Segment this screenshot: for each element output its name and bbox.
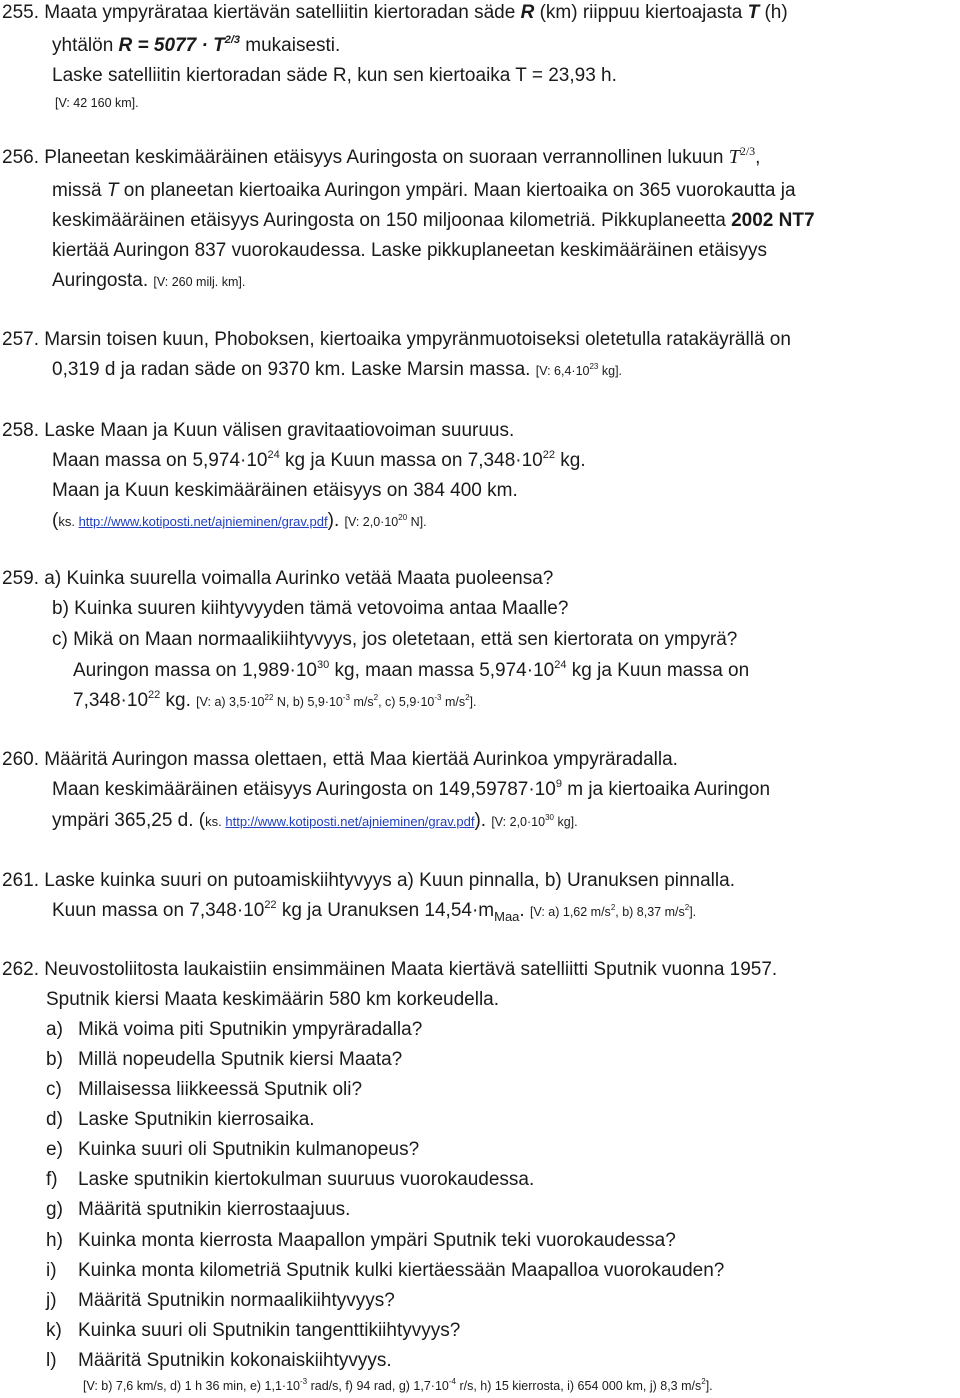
list-item (46, 1289, 395, 1313)
text: kg ja Kuun massa on (566, 660, 750, 681)
exercise-number: 258. (2, 420, 39, 441)
text: , c) 5,9·10 (378, 695, 435, 709)
text: kg, maan massa 5,974·10 (329, 660, 555, 681)
text: . (519, 900, 530, 921)
list-item (46, 1168, 534, 1192)
exercise-261-line-1 (2, 869, 735, 893)
exercise-262-line-1 (2, 958, 777, 982)
exponent: -3 (300, 1376, 308, 1386)
item-text: Millaisessa liikkeessä Sputnik oli? (78, 1079, 363, 1100)
item-label: a) (46, 1019, 63, 1040)
text: Kuun massa on 7,348·10 (52, 900, 265, 921)
text: ( (52, 510, 59, 531)
text: N, b) 5,9·10 (273, 695, 343, 709)
exercise-number: 260. (2, 749, 39, 770)
exercise-259-answer (196, 692, 477, 709)
exercise-256-line-1 (2, 145, 760, 170)
exercise-257-line-1 (2, 328, 791, 352)
item-label: j) (46, 1290, 57, 1311)
item-text: Laske sputnikin kiertokulman suuruus vuorokaudessa. (78, 1169, 535, 1190)
text: on planeetan kiertoaika Auringon ympäri. (118, 180, 469, 201)
text: , b) 8,37 m/s (615, 905, 685, 919)
text: [V: a) 1,62 m/s (529, 905, 611, 919)
text: (km) riippuu kiertoajasta (534, 2, 748, 23)
text: Marsin toisen kuun, Phoboksen, kiertoaika ympyränmuotoiseksi oletetulla ratakäyrällä on (44, 329, 791, 350)
text: [V: b) 7,6 km/s, d) 1 h 36 min, e) 1,1·10 (83, 1379, 300, 1393)
exercise-258-line-3: Maan ja Kuun keskimääräinen etäisyys on 384 400 km. (52, 480, 518, 501)
list-item (46, 1018, 422, 1042)
text: kg. (160, 690, 197, 711)
text: ). (327, 510, 345, 531)
item-label: d) (46, 1109, 63, 1130)
text: rad/s, f) 94 rad, g) 1,7·10 (307, 1379, 449, 1393)
exponent: 30 (545, 812, 554, 822)
item-label: k) (46, 1320, 62, 1341)
item-text: Kuinka monta kierrosta Maapallon ympäri Sputnik teki vuorokaudessa? (78, 1230, 676, 1251)
text: a) Kuinka suurella voimalla Aurinko vetää Maata puoleensa? (44, 568, 554, 589)
text: kg. (554, 450, 586, 471)
text: ympäri 365,25 d. ( (52, 810, 206, 831)
exercise-258-line-4 (52, 509, 427, 534)
text: Neuvostoliitosta laukaistiin ensimmäinen Maata kiertävä satelliitti Sputnik vuonna 1957. (44, 959, 778, 980)
text: Maan kiertoaika on 365 vuorokautta ja (468, 180, 796, 201)
text: Planeetan keskimääräinen etäisyys Auringosta on suoraan verrannollinen lukuun (44, 147, 729, 168)
exponent: 23 (589, 361, 599, 371)
exercise-256-line-5 (52, 269, 245, 294)
exercise-259-line-data-2 (73, 689, 477, 714)
item-text: Kuinka suuri oli Sputnikin kulmanopeus? (78, 1139, 420, 1160)
exercise-260-line-1 (2, 748, 678, 772)
exercise-259-line-b: b) Kuinka suuren kiihtyvyyden tämä vetovoima antaa Maalle? (52, 598, 569, 619)
text: keskimääräinen etäisyys Auringosta on 150 miljoonaa kilometriä. Pikkuplaneetta (52, 210, 732, 231)
exponent: 9 (555, 777, 562, 790)
symbol-T: T (106, 180, 119, 201)
text: Laske Maan ja Kuun välisen gravitaatiovoiman suuruus. (44, 420, 515, 441)
list-item (46, 1259, 724, 1283)
text: kg]. (553, 815, 578, 829)
exercise-255-line-3: Laske satelliitin kiertoradan säde R, kun sen kiertoaika T = 23,93 h. (52, 65, 617, 86)
exponent: -4 (448, 1376, 456, 1386)
exponent: 2 (701, 1376, 706, 1386)
exercise-number: 259. (2, 568, 39, 589)
item-text: Laske Sputnikin kierrosaika. (78, 1109, 315, 1130)
text: [V: 2,0·10 (344, 515, 399, 529)
exponent: 2 (684, 902, 690, 912)
exponent: 22 (264, 898, 277, 911)
exercise-260-answer (491, 812, 578, 829)
exponent: 2 (610, 902, 616, 912)
exponent: 2/3 (739, 143, 756, 158)
text: m/s (350, 695, 374, 709)
text: , (755, 147, 761, 168)
exercise-number: 262. (2, 959, 39, 980)
list-item (46, 1198, 350, 1222)
text: (h) (759, 2, 788, 23)
item-text: Kuinka suuri oli Sputnikin tangenttikiihtyvyys? (78, 1320, 461, 1341)
exercise-256-line-3 (52, 209, 815, 233)
text: Laske kuinka suuri on putoamiskiihtyvyys a) Kuun pinnalla, b) Uranuksen pinnalla. (44, 870, 735, 891)
exercise-255-line-1 (2, 1, 788, 25)
exercise-255-line-2 (52, 34, 340, 58)
item-text: Kuinka monta kilometriä Sputnik kulki kiertäessään Maapalloa vuorokauden? (78, 1260, 725, 1281)
exponent: 24 (554, 658, 567, 671)
exponent: 30 (317, 658, 330, 671)
exponent: 20 (398, 512, 408, 522)
text: m/s (441, 695, 466, 709)
exercise-260-line-3 (52, 809, 578, 834)
item-label: c) (46, 1079, 62, 1100)
exponent: -3 (434, 692, 442, 702)
exponent: 22 (264, 692, 274, 702)
text: ]. (469, 695, 477, 709)
text: [V: 6,4·10 (535, 364, 590, 378)
exercise-number: 261. (2, 870, 39, 891)
symbol-T: T (747, 2, 760, 23)
text: Maata ympyrärataa kiertävän satelliitin kiertoradan säde (44, 2, 521, 23)
exponent: -3 (342, 692, 351, 702)
exponent: 2 (373, 692, 379, 702)
exponent: 22 (148, 688, 161, 701)
list-item (46, 1319, 460, 1343)
text: 7,348·10 (73, 690, 149, 711)
text: Määritä Auringon massa olettaen, että Maa kiertää Aurinkoa ympyräradalla. (44, 749, 678, 770)
exponent: 24 (267, 448, 280, 461)
exercise-257-answer (535, 361, 623, 378)
item-label: f) (46, 1169, 58, 1190)
formula-exponent: 2/3 (224, 33, 240, 46)
exercise-256-line-2 (52, 179, 796, 203)
text: mukaisesti. (240, 35, 341, 56)
exercise-261-line-2 (52, 899, 696, 929)
list-item (46, 1108, 315, 1132)
text: Maan keskimääräinen etäisyys Auringosta on 149,59787·10 (52, 779, 556, 800)
text: kg ja Uranuksen 14,54·m (276, 900, 495, 921)
text: Auringon massa on 1,989·10 (73, 660, 317, 681)
symbol-T: T (728, 146, 740, 168)
item-label: e) (46, 1139, 63, 1160)
text: [V: a) 3,5·10 (196, 695, 265, 709)
see-label: ks. (58, 514, 79, 529)
asteroid-name: 2002 NT7 (731, 210, 815, 231)
text: Auringosta. (52, 270, 154, 291)
item-label: l) (46, 1350, 57, 1371)
exercise-number: 256. (2, 147, 39, 168)
item-text: Mikä voima piti Sputnikin ympyräradalla? (78, 1019, 423, 1040)
exercise-262-line-2: Sputnik kiersi Maata keskimäärin 580 km korkeudella. (46, 989, 500, 1010)
exercise-256-answer: [V: 260 milj. km]. (153, 275, 246, 289)
exercise-255-answer: [V: 42 160 km]. (55, 96, 139, 110)
item-label: h) (46, 1230, 63, 1251)
list-item (46, 1349, 392, 1373)
grav-pdf-link[interactable]: http://www.kotiposti.net/ajnieminen/grav.pdf (225, 814, 475, 829)
exercise-261-answer (529, 902, 697, 919)
list-item (46, 1078, 362, 1102)
symbol-R: R (520, 2, 535, 23)
text: m ja kiertoaika Auringon (561, 779, 771, 800)
item-label: g) (46, 1199, 63, 1220)
exercise-258-line-1 (2, 419, 514, 443)
text: r/s, h) 15 kierrosta, i) 654 000 km, j) 8,3 m/s (456, 1379, 702, 1393)
item-text: Määritä Sputnikin normaalikiihtyvyys? (78, 1290, 395, 1311)
exercise-number: 255. (2, 2, 39, 23)
subscript: Maa (494, 908, 520, 924)
formula-R: R (118, 35, 133, 56)
text: ). (474, 810, 492, 831)
exercise-259-line-data-1 (73, 659, 749, 683)
item-label: b) (46, 1049, 63, 1070)
text: kg ja Kuun massa on 7,348·10 (279, 450, 543, 471)
item-text: Määritä sputnikin kierrostaajuus. (78, 1199, 351, 1220)
exercise-259-line-c: c) Mikä on Maan normaalikiihtyvyys, jos oletetaan, että sen kiertorata on ympyrä? (52, 629, 738, 650)
item-label: i) (46, 1260, 57, 1281)
text: ]. (705, 1379, 713, 1393)
list-item (46, 1048, 402, 1072)
see-label: ks. (205, 814, 226, 829)
exponent: 22 (542, 448, 555, 461)
text: Maan massa on 5,974·10 (52, 450, 268, 471)
grav-pdf-link[interactable]: http://www.kotiposti.net/ajnieminen/grav.pdf (78, 514, 328, 529)
item-text: Millä nopeudella Sputnik kiersi Maata? (78, 1049, 403, 1070)
list-item (46, 1138, 419, 1162)
text: [V: 2,0·10 (491, 815, 546, 829)
exercise-259-line-a (2, 567, 553, 591)
text: ]. (689, 905, 697, 919)
exercise-262-answer (83, 1374, 713, 1398)
exercise-257-line-2 (52, 358, 622, 383)
exercise-258-answer (344, 512, 427, 529)
exponent: 2 (465, 692, 470, 702)
exercise-258-line-2 (52, 449, 586, 473)
exercise-256-line-4: kiertää Auringon 837 vuorokaudessa. Laske pikkuplaneetan keskimääräinen etäisyys (52, 240, 768, 261)
text: yhtälön (52, 35, 119, 56)
list-item (46, 1229, 676, 1253)
exercise-260-line-2 (52, 778, 770, 802)
formula-body: = 5077 · T (132, 35, 225, 56)
text: 0,319 d ja radan säde on 9370 km. Laske Marsin massa. (52, 359, 536, 380)
text: kg]. (598, 364, 623, 378)
exercise-number: 257. (2, 329, 39, 350)
text: missä (52, 180, 107, 201)
item-text: Määritä Sputnikin kokonaiskiihtyvyys. (78, 1350, 392, 1371)
text: N]. (407, 515, 427, 529)
